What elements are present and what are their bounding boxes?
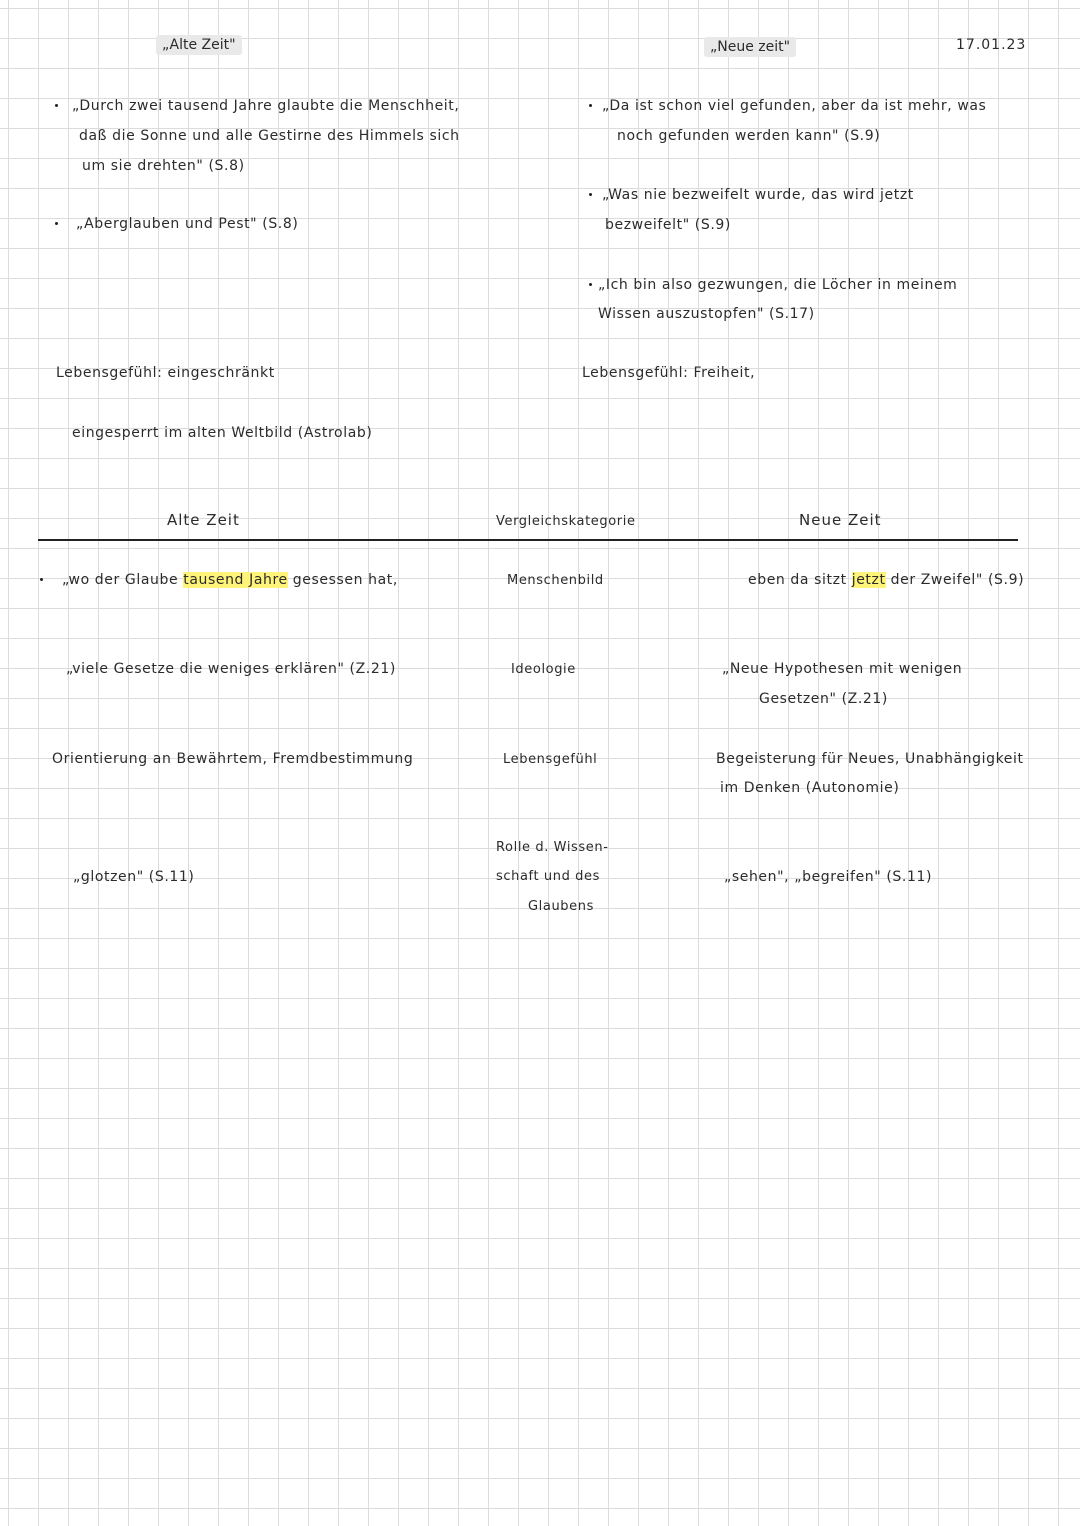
table-row-1-right: eben da sitzt jetzt der Zweifel" (S.9) <box>748 572 1025 588</box>
table-header-rule <box>38 539 1018 541</box>
table-row-4-left: „glotzen" (S.11) <box>73 869 195 885</box>
table-row-2-right-line-2: Gesetzen" (Z.21) <box>759 691 888 707</box>
header-neue-zeit: „Neue zeit" <box>704 37 796 57</box>
table-row-4-right: „sehen", „begreifen" (S.11) <box>724 869 933 885</box>
bullet <box>55 104 58 107</box>
header-alte-zeit: „Alte Zeit" <box>156 35 242 55</box>
table-row-2-category: Ideologie <box>511 662 576 677</box>
table-header-alte-zeit: Alte Zeit <box>167 511 240 529</box>
left-quote-2: „Aberglauben und Pest" (S.8) <box>76 216 299 232</box>
table-row-3-right-line-1: Begeisterung für Neues, Unabhängigkeit <box>716 751 1024 767</box>
right-quote-3-line-1: „Ich bin also gezwungen, die Löcher in meinem <box>598 277 958 293</box>
right-lebensgefuehl: Lebensgefühl: Freiheit, <box>582 365 756 381</box>
right-quote-3-line-2: Wissen auszustopfen" (S.17) <box>598 306 815 322</box>
bullet <box>589 104 592 107</box>
table-row-3-category: Lebensgefühl <box>503 752 598 767</box>
right-quote-2-line-2: bezweifelt" (S.9) <box>605 217 731 233</box>
right-quote-1-line-1: „Da ist schon viel gefunden, aber da ist mehr, was <box>602 98 987 114</box>
table-row-3-left: Orientierung an Bewährtem, Fremdbestimmung <box>52 751 414 767</box>
bullet <box>55 222 58 225</box>
left-quote-1-line-3: um sie drehten" (S.8) <box>82 158 245 174</box>
highlight: tausend Jahre <box>183 572 288 588</box>
bullet <box>40 578 43 581</box>
table-row-4-category-line-3: Glaubens <box>528 899 594 914</box>
table-row-2-left: „viele Gesetze die weniges erklären" (Z.21) <box>66 661 396 677</box>
table-header-neue-zeit: Neue Zeit <box>799 511 882 529</box>
date: 17.01.23 <box>956 37 1027 53</box>
highlight: jetzt <box>851 572 886 588</box>
table-header-kategorie: Vergleichskategorie <box>496 514 636 529</box>
table-row-1-category: Menschenbild <box>507 573 604 588</box>
left-lebensgefuehl-detail: eingesperrt im alten Weltbild (Astrolab) <box>72 425 373 441</box>
table-row-4-category-line-2: schaft und des <box>496 869 600 884</box>
right-quote-2-line-1: „Was nie bezweifelt wurde, das wird jetzt <box>602 187 914 203</box>
table-row-2-right-line-1: „Neue Hypothesen mit wenigen <box>722 661 963 677</box>
left-lebensgefuehl: Lebensgefühl: eingeschränkt <box>56 365 275 381</box>
left-quote-1-line-1: „Durch zwei tausend Jahre glaubte die Menschheit, <box>72 98 460 114</box>
table-row-4-category-line-1: Rolle d. Wissen- <box>496 840 609 855</box>
right-quote-1-line-2: noch gefunden werden kann" (S.9) <box>617 128 881 144</box>
table-row-3-right-line-2: im Denken (Autonomie) <box>720 780 900 796</box>
table-row-1-left: „wo der Glaube tausend Jahre gesessen hat, <box>62 572 398 588</box>
left-quote-1-line-2: daß die Sonne und alle Gestirne des Himmels sich <box>79 128 460 144</box>
bullet <box>589 283 592 286</box>
bullet <box>589 193 592 196</box>
